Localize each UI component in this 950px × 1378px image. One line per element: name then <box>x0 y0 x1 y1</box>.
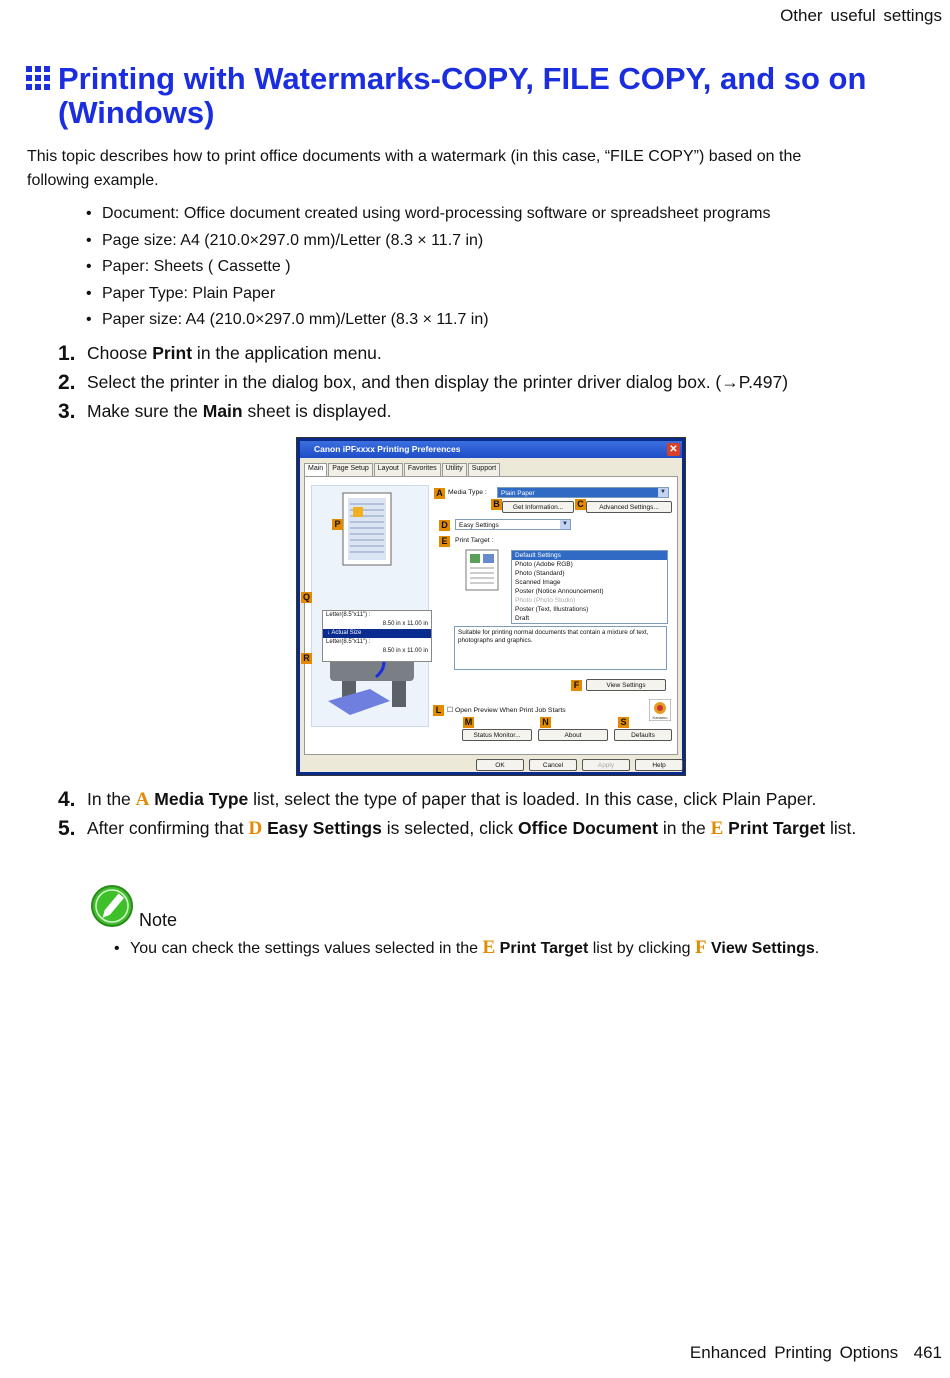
callout-n: N <box>540 717 551 728</box>
callout-q: Q <box>302 592 310 602</box>
tab-support[interactable]: Support <box>468 463 501 476</box>
open-preview-label: Open Preview When Print Job Starts <box>454 707 566 714</box>
original-size-dims: 8.50 in x 11.00 in <box>382 621 428 627</box>
callout-b: B <box>491 499 502 510</box>
example-list <box>88 201 770 334</box>
step-3 <box>58 397 908 426</box>
list-item[interactable]: Draft <box>515 615 530 622</box>
control-term: View Settings <box>711 940 815 957</box>
control-term: Print Target <box>728 818 826 838</box>
list-item[interactable]: Poster (Notice Announcement) <box>515 588 604 595</box>
step-text: in the <box>658 818 711 838</box>
step-1 <box>58 339 908 368</box>
dialog-titlebar <box>300 441 682 458</box>
list-item: • Paper size: A4 (210.0×297.0 mm)/Letter (8.3 × 11.7 in) <box>88 307 770 334</box>
list-item[interactable]: Photo (Adobe RGB) <box>515 561 573 568</box>
ok-button[interactable]: OK <box>476 759 524 771</box>
close-icon[interactable]: ✕ <box>667 443 680 456</box>
chevron-down-icon: ▼ <box>658 488 668 497</box>
callout-a: A <box>434 488 445 499</box>
actual-size-label: Actual Size <box>331 630 362 636</box>
list-item: • Paper: Sheets ( Cassette ) <box>88 254 770 281</box>
svg-text:Kanamo: Kanamo <box>652 715 668 720</box>
step-text: Make sure the <box>87 401 203 421</box>
tab-utility[interactable]: Utility <box>442 463 467 476</box>
note-pencil-icon <box>90 884 134 928</box>
cancel-button[interactable]: Cancel <box>529 759 577 771</box>
tab-main[interactable]: Main <box>304 463 327 476</box>
about-button[interactable]: About <box>538 729 608 741</box>
step-2 <box>58 368 908 397</box>
apply-button[interactable]: Apply <box>582 759 630 771</box>
defaults-button[interactable]: Defaults <box>614 729 672 741</box>
list-item[interactable]: Photo (Photo Studio) <box>515 597 576 604</box>
brand-logo-icon <box>649 699 671 721</box>
callout-label: D <box>248 818 263 839</box>
step-number: 2. <box>58 371 76 394</box>
print-target-list[interactable] <box>511 550 668 624</box>
media-type-select[interactable] <box>497 487 669 498</box>
note-text: You can check the settings values selected in the <box>130 940 483 957</box>
output-size-text: Letter(8.5"x11") : <box>326 639 371 645</box>
dialog-tabs <box>304 463 501 476</box>
menu-term: Print <box>152 343 193 363</box>
status-monitor-button[interactable]: Status Monitor... <box>462 729 532 741</box>
media-type-value: Plain Paper <box>501 490 535 497</box>
dialog-title: Canon iPFxxxx Printing Preferences <box>314 444 461 454</box>
callout-label: F <box>694 937 707 958</box>
step-number: 1. <box>58 342 76 365</box>
callout-label: E <box>710 818 724 839</box>
document-thumbnail-icon <box>465 549 499 591</box>
printer-dialog-screenshot <box>296 437 686 776</box>
list-item: • Paper Type: Plain Paper <box>88 281 770 308</box>
list-item: • Document: Office document created using word-processing software or spreadsheet programs <box>88 201 770 228</box>
step-5 <box>58 814 908 843</box>
callout-e: E <box>439 536 450 547</box>
step-text: list, select the type of paper that is loaded. In this case, click Plain Paper. <box>248 789 817 809</box>
page-footer <box>690 1343 942 1363</box>
print-target-label: Print Target : <box>455 537 494 544</box>
callout-c: C <box>575 499 586 510</box>
step-text: In the <box>87 789 136 809</box>
easy-settings-value: Easy Settings <box>459 522 499 529</box>
page-number: 461 <box>913 1343 942 1362</box>
tab-layout[interactable]: Layout <box>374 463 403 476</box>
tab-favorites[interactable]: Favorites <box>404 463 441 476</box>
callout-label: A <box>135 789 150 810</box>
callout-label: E <box>482 937 496 958</box>
original-size-text: Letter(8.5"x11") : <box>326 612 371 618</box>
step-text: Select the printer in the dialog box, and then display the printer driver dialog box. (→P.497) <box>87 372 789 392</box>
callout-s: S <box>618 717 629 728</box>
step-4 <box>58 785 908 814</box>
get-information-button[interactable]: Get Information... <box>502 501 574 513</box>
list-item[interactable]: Default Settings <box>512 551 667 560</box>
callout-d: D <box>439 520 450 531</box>
note-text: . <box>814 940 820 957</box>
step-text: After confirming that <box>87 818 249 838</box>
callout-r: R <box>301 653 312 664</box>
step-text: list. <box>825 818 857 838</box>
step-number: 5. <box>58 817 76 840</box>
list-item[interactable]: Scanned Image <box>515 579 561 586</box>
actual-size-option[interactable]: ↓ Actual Size <box>323 629 431 638</box>
step-text: in the application menu. <box>192 343 382 363</box>
running-header: Other useful settings <box>780 6 942 25</box>
note-text: list by clicking <box>588 940 695 957</box>
intro-paragraph: This topic describes how to print office documents with a watermark (in this case, “FILE COPY”) based on the following example. <box>27 148 802 189</box>
note-title: Note <box>139 910 178 930</box>
list-item[interactable]: Poster (Text, Illustrations) <box>515 606 589 613</box>
step-text: sheet is displayed. <box>242 401 392 421</box>
control-term: Print Target <box>499 940 589 957</box>
step-text: Choose <box>87 343 153 363</box>
target-description: Suitable for printing normal documents that contain a mixture of text, photographs and graphics. <box>454 626 667 670</box>
note-item <box>114 937 819 959</box>
sheet-term: Main <box>202 401 243 421</box>
callout-p: P <box>332 519 343 530</box>
chevron-down-icon: ▼ <box>560 520 570 529</box>
control-term: Media Type <box>154 789 249 809</box>
control-term: Office Document <box>518 818 659 838</box>
preview-area <box>311 485 429 727</box>
page-preview-icon <box>342 492 392 566</box>
callout-l: L <box>433 705 444 716</box>
page-title: Printing with Watermarks-COPY, FILE COPY, and so on (Windows) <box>58 61 867 130</box>
footer-section: Enhanced Printing Options <box>689 1343 899 1362</box>
list-item: • Page size: A4 (210.0×297.0 mm)/Letter (8.3 × 11.7 in) <box>88 228 770 255</box>
callout-f: F <box>571 680 582 691</box>
step-number: 3. <box>58 400 76 423</box>
control-term: Easy Settings <box>267 818 382 838</box>
open-preview-checkbox[interactable]: ☐ Open Preview When Print Job Starts <box>447 707 566 714</box>
easy-settings-select[interactable] <box>455 519 571 530</box>
list-item[interactable]: Photo (Standard) <box>515 570 565 577</box>
view-settings-button[interactable]: View Settings <box>586 679 666 691</box>
media-type-label: Media Type : <box>448 489 487 496</box>
callout-m: M <box>464 717 473 727</box>
output-size-dims: 8.50 in x 11.00 in <box>382 648 428 654</box>
step-text: is selected, click <box>381 818 519 838</box>
step-number: 4. <box>58 788 76 811</box>
main-sheet-panel <box>304 476 678 755</box>
tab-page-setup[interactable]: Page Setup <box>328 463 373 476</box>
advanced-settings-button[interactable]: Advanced Settings... <box>586 501 672 513</box>
page-size-box <box>322 610 432 662</box>
grid-bullet-icon <box>26 66 50 90</box>
section-heading <box>26 62 926 130</box>
help-button[interactable]: Help <box>635 759 683 771</box>
